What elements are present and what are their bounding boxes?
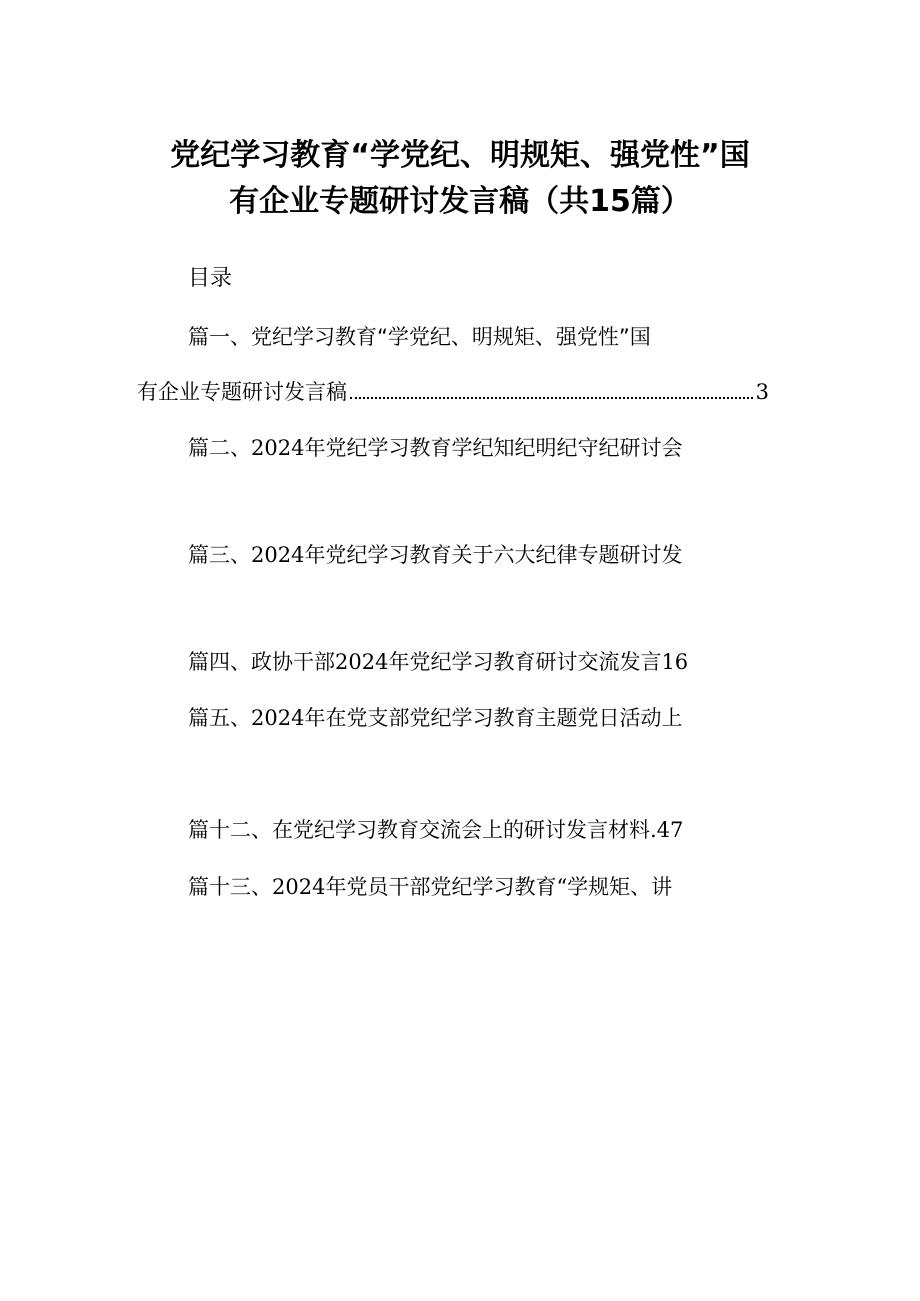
- toc-entry-1-line-1[interactable]: [188, 322, 651, 352]
- toc-entry-4[interactable]: 篇四、政协干部2024年党纪学习教育研讨交流发言16: [188, 650, 689, 674]
- document-title-line-1: 党纪学习教育“学党纪、明规矩、强党性”国: [170, 138, 750, 173]
- toc-entry-13[interactable]: 篇十三、2024年党员干部党纪学习教育“学规矩、讲: [188, 875, 673, 899]
- document-title-line-2: 有企业专题研讨发言稿（共15篇）: [229, 184, 691, 219]
- toc-entry-1-text: 篇一、党纪学习教育“学党纪、明规矩、强党性”国: [188, 325, 651, 349]
- toc-entry-1-text-cont: 有企业专题研讨发言稿: [137, 380, 347, 404]
- toc-entry-1-page: 3: [755, 380, 769, 404]
- toc-entry-1-line-2[interactable]: [137, 377, 769, 407]
- toc-entry-2[interactable]: 篇二、2024年党纪学习教育学纪知纪明纪守纪研讨会: [188, 436, 683, 460]
- toc-entry-5[interactable]: 篇五、2024年在党支部党纪学习教育主题党日活动上: [188, 706, 683, 730]
- toc-entry-3[interactable]: 篇三、2024年党纪学习教育关于六大纪律专题研讨发: [188, 543, 683, 567]
- toc-entry-12[interactable]: 篇十二、在党纪学习教育交流会上的研讨发言材料.47: [188, 818, 684, 842]
- toc-heading: 目录: [188, 266, 233, 291]
- toc-dot-leader: [350, 396, 753, 399]
